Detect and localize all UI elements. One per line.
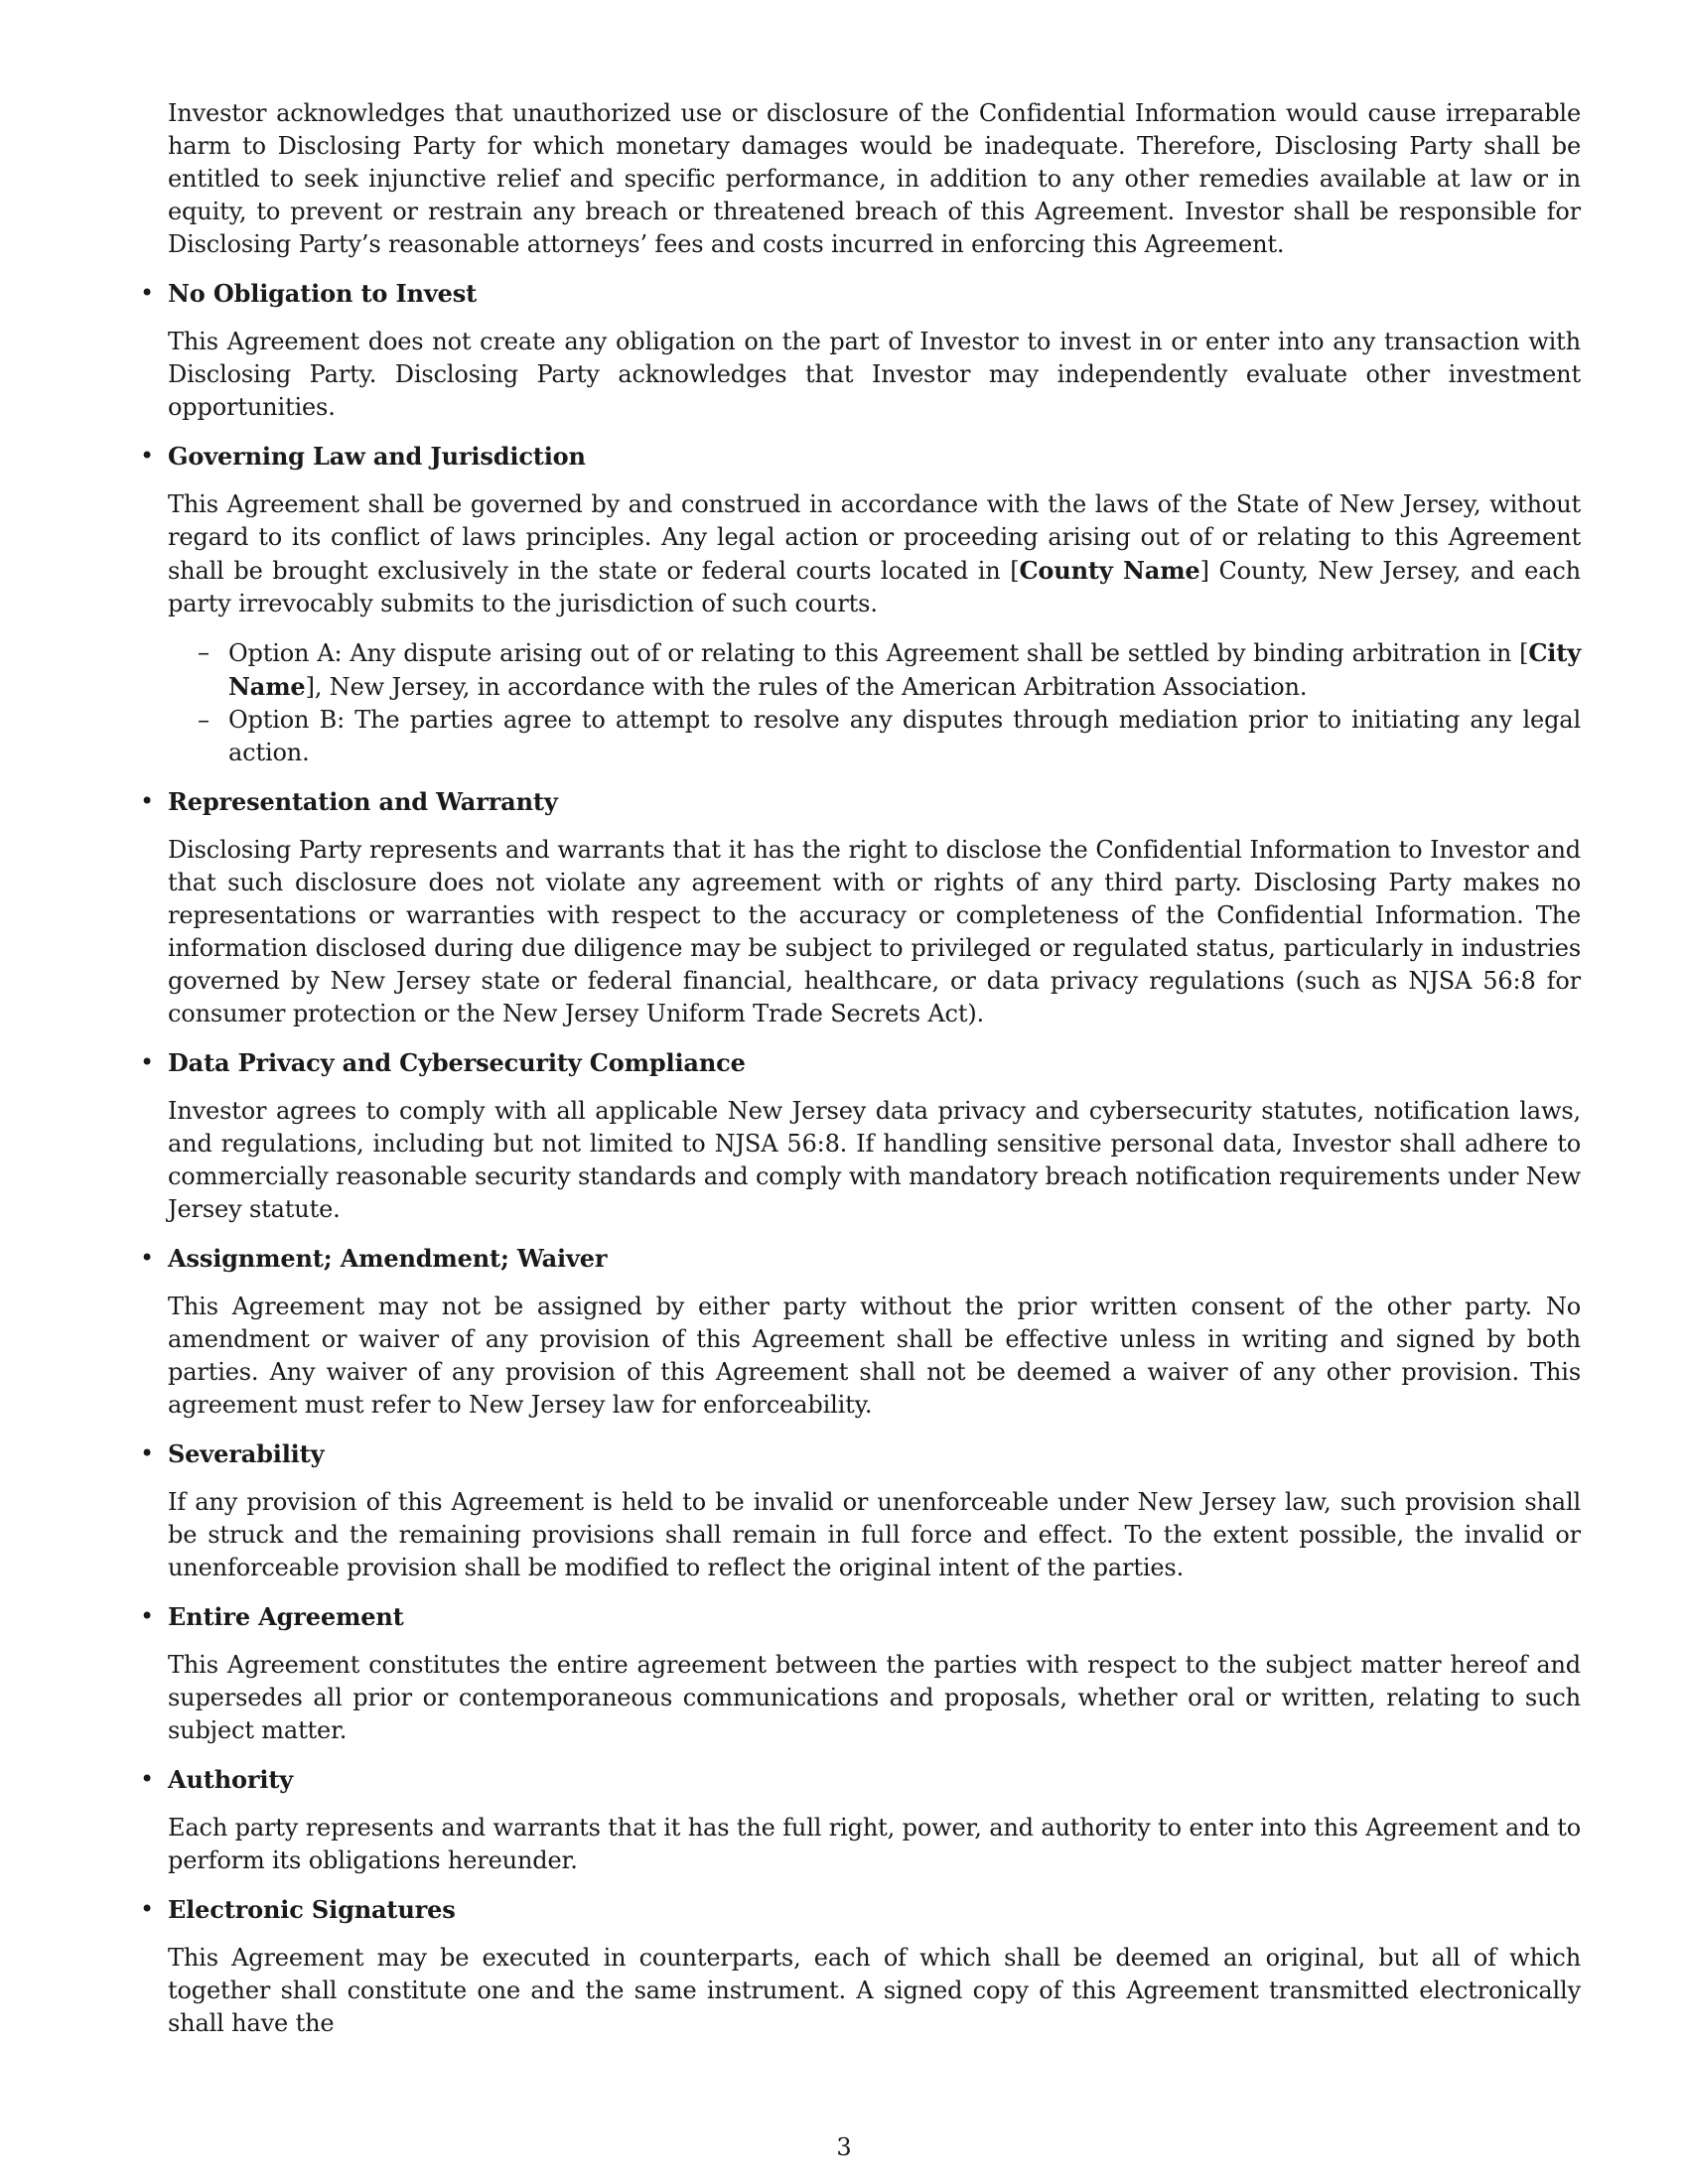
- section-authority: [140, 1763, 1581, 1877]
- section-heading: Severability: [168, 1439, 325, 1468]
- document-page: [140, 97, 1581, 2040]
- bullet-icon: •: [140, 1048, 155, 1076]
- bullet-icon: •: [140, 1602, 155, 1630]
- option-text: ], New Jersey, in accordance with the rules of the American Arbitration Association.: [305, 673, 1308, 701]
- section-body: [168, 488, 1581, 620]
- section-representation-and-warranty: [140, 785, 1581, 1030]
- body-text: ] County, New Jersey, and each party irrevocably submits to the jurisdiction of such courts.: [168, 557, 1581, 617]
- option-text: Option A: Any dispute arising out of or relating to this Agreement shall be settled by binding arbitration in [: [228, 639, 1529, 667]
- dash-icon: –: [198, 638, 210, 666]
- bullet-icon: •: [140, 1439, 155, 1467]
- bullet-icon: •: [140, 1244, 155, 1272]
- section-heading: Authority: [168, 1765, 294, 1794]
- section-heading: No Obligation to Invest: [168, 279, 478, 308]
- section-heading: Electronic Signatures: [168, 1895, 456, 1924]
- section-body: This Agreement may not be assigned by either party without the prior written consent of the other party. No amendment or waiver of any provision of this Agreement shall be effective unless in writing and signed by both parties. Any waiver of any provision of this Agreement shall not be deemed a waiver of any other provision. This agreement must refer to New Jersey law for enforceability.: [168, 1293, 1581, 1419]
- option-a: [168, 636, 1581, 704]
- placeholder-city-name: City Name: [228, 638, 1581, 701]
- dash-icon: –: [198, 706, 210, 734]
- option-b: [168, 704, 1581, 769]
- intro-paragraph: Investor acknowledges that unauthorized use or disclosure of the Confidential Information would cause irreparable harm to Disclosing Party for which monetary damages would be inadequate. Therefore, Disclosing Party shall be entitled to seek injunctive relief and specific performance, in addition to any other remedies available at law or in equity, to prevent or restrain any breach or threatened breach of this Agreement. Investor shall be responsible for Disclosing Party’s reasonable attorneys’ fees and costs incurred in enforcing this Agreement.: [168, 99, 1581, 258]
- placeholder-county-name: County Name: [1019, 556, 1200, 585]
- section-electronic-signatures: [140, 1893, 1581, 2040]
- section-body: Each party represents and warrants that it has the full right, power, and authority to enter into this Agreement and to perform its obligations hereunder.: [168, 1814, 1581, 1874]
- section-assignment-amendment-waiver: [140, 1242, 1581, 1422]
- body-text: This Agreement shall be governed by and construed in accordance with the laws of the State of New Jersey, without regard to its conflict of laws principles. Any legal action or proceeding arising out of or relating to this Agreement shall be brought exclusively in the state or federal courts located in [: [168, 490, 1581, 585]
- section-heading: Assignment; Amendment; Waiver: [168, 1244, 608, 1273]
- bullet-icon: •: [140, 787, 155, 815]
- bullet-icon: •: [140, 1765, 155, 1793]
- page-number: 3: [836, 2133, 852, 2161]
- section-data-privacy: [140, 1046, 1581, 1226]
- bullet-icon: •: [140, 279, 155, 307]
- section-body: Investor agrees to comply with all applicable New Jersey data privacy and cybersecurity statutes, notification laws, and regulations, including but not limited to NJSA 56:8. If handling sensitive personal data, Investor shall adhere to commercially reasonable security standards and comply with mandatory breach notification requirements under New Jersey statute.: [168, 1097, 1581, 1223]
- bullet-icon: •: [140, 442, 155, 470]
- section-body: This Agreement may be executed in counterparts, each of which shall be deemed an original, but all of which together shall constitute one and the same instrument. A signed copy of this Agreement transmitted electronically shall have the: [168, 1944, 1581, 2037]
- option-text: Option B: The parties agree to attempt to resolve any disputes through mediation prior to initiating any legal action.: [228, 706, 1581, 766]
- section-no-obligation-to-invest: [140, 277, 1581, 424]
- section-body: This Agreement constitutes the entire agreement between the parties with respect to the subject matter hereof and supersedes all prior or contemporaneous communications and proposals, whether oral or written, relating to such subject matter.: [168, 1651, 1581, 1744]
- section-heading: Representation and Warranty: [168, 787, 558, 816]
- section-severability: [140, 1437, 1581, 1584]
- section-governing-law: [140, 440, 1581, 769]
- section-body: This Agreement does not create any obligation on the part of Investor to invest in or enter into any transaction with Disclosing Party. Disclosing Party acknowledges that Investor may independently evaluate other investment opportunities.: [168, 328, 1581, 421]
- section-heading: Data Privacy and Cybersecurity Compliance: [168, 1048, 746, 1077]
- section-entire-agreement: [140, 1600, 1581, 1747]
- section-heading: Entire Agreement: [168, 1602, 404, 1631]
- section-body: Disclosing Party represents and warrants that it has the right to disclose the Confidential Information to Investor and that such disclosure does not violate any agreement with or rights of any third party. Disclosing Party makes no representations or warranties with respect to the accuracy or completeness of the Confidential Information. The information disclosed during due diligence may be subject to privileged or regulated status, particularly in industries governed by New Jersey state or federal financial, healthcare, or data privacy regulations (such as NJSA 56:8 for consumer protection or the New Jersey Uniform Trade Secrets Act).: [168, 836, 1581, 1027]
- options-list: [168, 636, 1581, 769]
- section-heading: Governing Law and Jurisdiction: [168, 442, 586, 471]
- bullet-icon: •: [140, 1895, 155, 1923]
- section-body: If any provision of this Agreement is held to be invalid or unenforceable under New Jersey law, such provision shall be struck and the remaining provisions shall remain in full force and effect. To the extent possible, the invalid or unenforceable provision shall be modified to reflect the original intent of the parties.: [168, 1488, 1581, 1581]
